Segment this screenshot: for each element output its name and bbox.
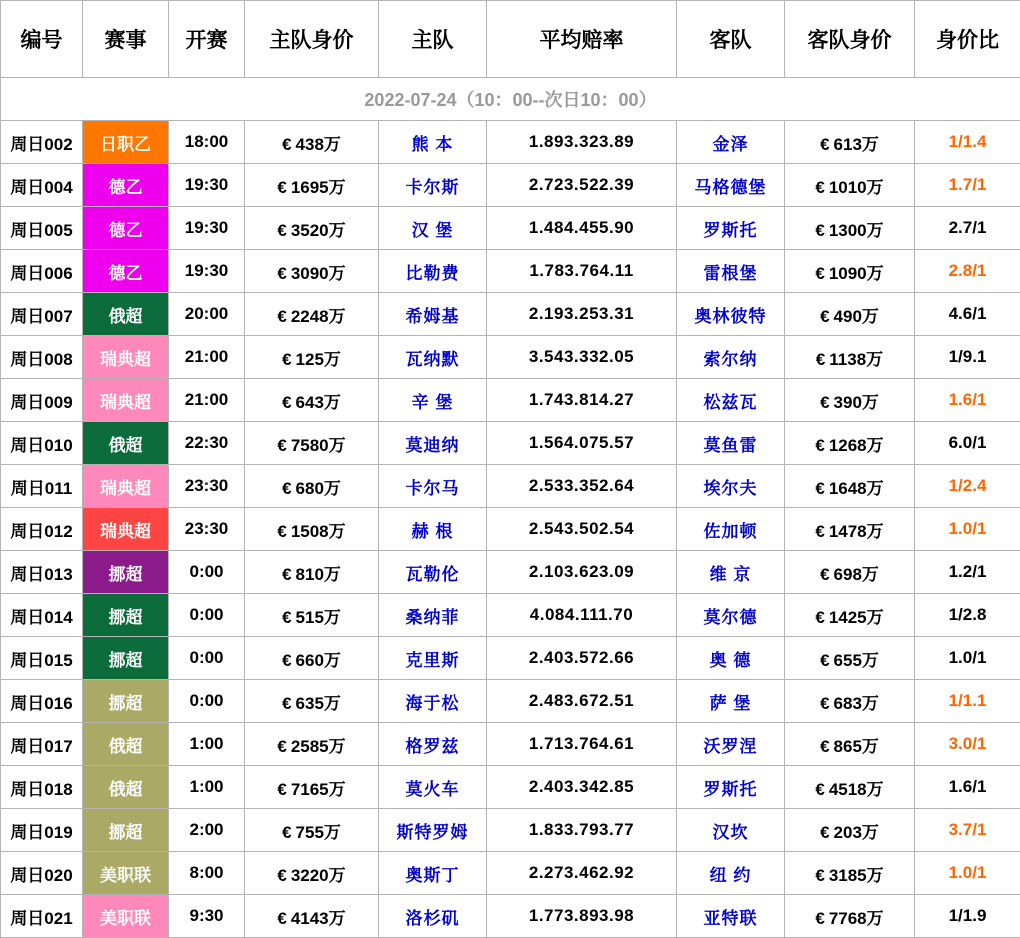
away-value-cell: € 655万 — [785, 637, 915, 680]
away-value-cell: € 613万 — [785, 121, 915, 164]
average-odds-cell: 1.773.893.98 — [487, 895, 677, 938]
value-ratio-cell: 1.0/1 — [915, 852, 1020, 895]
away-team-cell[interactable]: 莫尔德 — [677, 594, 785, 637]
away-value-cell: € 390万 — [785, 379, 915, 422]
away-team-cell[interactable]: 汉坎 — [677, 809, 785, 852]
league-badge-cell[interactable]: 瑞典超 — [83, 336, 169, 379]
average-odds-cell: 1.893.323.89 — [487, 121, 677, 164]
away-value-cell: € 7768万 — [785, 895, 915, 938]
home-team-cell[interactable]: 斯特罗姆 — [379, 809, 487, 852]
kickoff-time-cell: 0:00 — [169, 594, 245, 637]
away-value-cell: € 1268万 — [785, 422, 915, 465]
table-row[interactable] — [1, 508, 1020, 551]
home-team-cell[interactable]: 卡尔马 — [379, 465, 487, 508]
average-odds-cell: 2.403.572.66 — [487, 637, 677, 680]
away-value-cell: € 4518万 — [785, 766, 915, 809]
away-value-cell: € 698万 — [785, 551, 915, 594]
away-team-cell[interactable]: 奥 德 — [677, 637, 785, 680]
value-ratio-cell: 1.2/1 — [915, 551, 1020, 594]
average-odds-cell: 1.833.793.77 — [487, 809, 677, 852]
average-odds-cell: 2.533.352.64 — [487, 465, 677, 508]
column-header-league: 赛事 — [83, 1, 169, 78]
league-badge-cell[interactable]: 挪超 — [83, 551, 169, 594]
kickoff-time-cell: 1:00 — [169, 723, 245, 766]
home-value-cell: € 643万 — [245, 379, 379, 422]
home-value-cell: € 515万 — [245, 594, 379, 637]
home-team-cell[interactable]: 莫火车 — [379, 766, 487, 809]
average-odds-cell: 4.084.111.70 — [487, 594, 677, 637]
away-team-cell[interactable]: 亚特联 — [677, 895, 785, 938]
home-value-cell: € 2585万 — [245, 723, 379, 766]
kickoff-time-cell: 2:00 — [169, 809, 245, 852]
away-value-cell: € 490万 — [785, 293, 915, 336]
home-value-cell: € 7580万 — [245, 422, 379, 465]
average-odds-cell: 2.273.462.92 — [487, 852, 677, 895]
away-team-cell[interactable]: 维 京 — [677, 551, 785, 594]
away-value-cell: € 1478万 — [785, 508, 915, 551]
kickoff-time-cell: 8:00 — [169, 852, 245, 895]
league-badge-cell[interactable]: 日职乙 — [83, 121, 169, 164]
value-ratio-cell: 2.8/1 — [915, 250, 1020, 293]
value-ratio-cell: 6.0/1 — [915, 422, 1020, 465]
column-header-away-team: 客队 — [677, 1, 785, 78]
match-id-cell: 周日013 — [1, 551, 83, 594]
value-ratio-cell: 4.6/1 — [915, 293, 1020, 336]
value-ratio-cell: 1.6/1 — [915, 766, 1020, 809]
match-id-cell: 周日019 — [1, 809, 83, 852]
away-value-cell: € 865万 — [785, 723, 915, 766]
home-team-cell[interactable]: 比勒费 — [379, 250, 487, 293]
home-value-cell: € 4143万 — [245, 895, 379, 938]
table-row[interactable] — [1, 723, 1020, 766]
column-header-kickoff: 开赛 — [169, 1, 245, 78]
league-badge-cell[interactable]: 美职联 — [83, 895, 169, 938]
home-value-cell: € 3520万 — [245, 207, 379, 250]
match-id-cell: 周日015 — [1, 637, 83, 680]
column-header-away-value: 客队身价 — [785, 1, 915, 78]
home-team-cell[interactable]: 瓦纳默 — [379, 336, 487, 379]
kickoff-time-cell: 19:30 — [169, 164, 245, 207]
value-ratio-cell: 1/1.4 — [915, 121, 1020, 164]
table-row[interactable] — [1, 551, 1020, 594]
table-row[interactable] — [1, 465, 1020, 508]
value-ratio-cell: 1.0/1 — [915, 637, 1020, 680]
home-value-cell: € 1508万 — [245, 508, 379, 551]
away-value-cell: € 203万 — [785, 809, 915, 852]
match-id-cell: 周日005 — [1, 207, 83, 250]
table-row[interactable] — [1, 293, 1020, 336]
home-value-cell: € 810万 — [245, 551, 379, 594]
away-value-cell: € 1138万 — [785, 336, 915, 379]
home-team-cell[interactable]: 希姆基 — [379, 293, 487, 336]
value-ratio-cell: 2.7/1 — [915, 207, 1020, 250]
away-team-cell[interactable]: 萨 堡 — [677, 680, 785, 723]
away-team-cell[interactable]: 罗斯托 — [677, 766, 785, 809]
average-odds-cell: 1.564.075.57 — [487, 422, 677, 465]
away-value-cell: € 1425万 — [785, 594, 915, 637]
home-value-cell: € 438万 — [245, 121, 379, 164]
match-id-cell: 周日006 — [1, 250, 83, 293]
home-team-cell[interactable]: 熊 本 — [379, 121, 487, 164]
match-id-cell: 周日016 — [1, 680, 83, 723]
league-badge-cell[interactable]: 瑞典超 — [83, 379, 169, 422]
league-badge-cell[interactable]: 挪超 — [83, 809, 169, 852]
league-badge-cell[interactable]: 瑞典超 — [83, 465, 169, 508]
match-id-cell: 周日008 — [1, 336, 83, 379]
away-value-cell: € 3185万 — [785, 852, 915, 895]
average-odds-cell: 1.743.814.27 — [487, 379, 677, 422]
average-odds-cell: 2.193.253.31 — [487, 293, 677, 336]
table-row[interactable] — [1, 422, 1020, 465]
home-value-cell: € 1695万 — [245, 164, 379, 207]
home-value-cell: € 3090万 — [245, 250, 379, 293]
match-id-cell: 周日002 — [1, 121, 83, 164]
home-team-cell[interactable]: 卡尔斯 — [379, 164, 487, 207]
home-team-cell[interactable]: 奥斯丁 — [379, 852, 487, 895]
away-team-cell[interactable]: 佐加顿 — [677, 508, 785, 551]
table-row[interactable] — [1, 121, 1020, 164]
table-row[interactable] — [1, 680, 1020, 723]
league-badge-cell[interactable]: 德乙 — [83, 207, 169, 250]
away-team-cell[interactable]: 雷根堡 — [677, 250, 785, 293]
home-team-cell[interactable]: 格罗兹 — [379, 723, 487, 766]
match-id-cell: 周日009 — [1, 379, 83, 422]
average-odds-cell: 3.543.332.05 — [487, 336, 677, 379]
average-odds-cell: 2.103.623.09 — [487, 551, 677, 594]
league-badge-cell[interactable]: 德乙 — [83, 250, 169, 293]
date-label: 2022-07-24（10：00--次日10：00） — [1, 78, 1020, 121]
value-ratio-cell: 1.6/1 — [915, 379, 1020, 422]
column-header-id: 编号 — [1, 1, 83, 78]
away-value-cell: € 1648万 — [785, 465, 915, 508]
kickoff-time-cell: 22:30 — [169, 422, 245, 465]
average-odds-cell: 2.543.502.54 — [487, 508, 677, 551]
kickoff-time-cell: 18:00 — [169, 121, 245, 164]
away-team-cell[interactable]: 罗斯托 — [677, 207, 785, 250]
kickoff-time-cell: 21:00 — [169, 379, 245, 422]
average-odds-cell: 2.403.342.85 — [487, 766, 677, 809]
match-id-cell: 周日018 — [1, 766, 83, 809]
home-value-cell: € 2248万 — [245, 293, 379, 336]
table-row[interactable] — [1, 766, 1020, 809]
value-ratio-cell: 1/1.1 — [915, 680, 1020, 723]
kickoff-time-cell: 0:00 — [169, 680, 245, 723]
away-team-cell[interactable]: 埃尔夫 — [677, 465, 785, 508]
home-team-cell[interactable]: 洛杉矶 — [379, 895, 487, 938]
away-team-cell[interactable]: 纽 约 — [677, 852, 785, 895]
league-badge-cell[interactable]: 德乙 — [83, 164, 169, 207]
kickoff-time-cell: 19:30 — [169, 207, 245, 250]
away-team-cell[interactable]: 马格德堡 — [677, 164, 785, 207]
value-ratio-cell: 1/1.9 — [915, 895, 1020, 938]
home-value-cell: € 125万 — [245, 336, 379, 379]
table-row[interactable] — [1, 594, 1020, 637]
kickoff-time-cell: 9:30 — [169, 895, 245, 938]
average-odds-cell: 2.483.672.51 — [487, 680, 677, 723]
match-id-cell: 周日007 — [1, 293, 83, 336]
table-row[interactable] — [1, 164, 1020, 207]
table-row[interactable] — [1, 250, 1020, 293]
home-value-cell: € 7165万 — [245, 766, 379, 809]
table-row[interactable] — [1, 336, 1020, 379]
away-value-cell: € 683万 — [785, 680, 915, 723]
home-team-cell[interactable]: 汉 堡 — [379, 207, 487, 250]
kickoff-time-cell: 1:00 — [169, 766, 245, 809]
home-team-cell[interactable]: 海于松 — [379, 680, 487, 723]
date-separator-row — [1, 78, 1020, 121]
away-value-cell: € 1300万 — [785, 207, 915, 250]
value-ratio-cell: 1.0/1 — [915, 508, 1020, 551]
table-row[interactable] — [1, 207, 1020, 250]
average-odds-cell: 1.713.764.61 — [487, 723, 677, 766]
table-body — [1, 78, 1020, 938]
table-row[interactable] — [1, 809, 1020, 852]
value-ratio-cell: 1/9.1 — [915, 336, 1020, 379]
value-ratio-cell: 1/2.8 — [915, 594, 1020, 637]
league-badge-cell[interactable]: 挪超 — [83, 637, 169, 680]
home-team-cell[interactable]: 莫迪纳 — [379, 422, 487, 465]
match-id-cell: 周日011 — [1, 465, 83, 508]
header-row — [1, 1, 1020, 78]
away-value-cell: € 1090万 — [785, 250, 915, 293]
match-id-cell: 周日014 — [1, 594, 83, 637]
home-value-cell: € 635万 — [245, 680, 379, 723]
kickoff-time-cell: 23:30 — [169, 465, 245, 508]
average-odds-cell: 1.484.455.90 — [487, 207, 677, 250]
value-ratio-cell: 1.7/1 — [915, 164, 1020, 207]
league-badge-cell[interactable]: 俄超 — [83, 422, 169, 465]
table-header — [1, 1, 1020, 78]
home-value-cell: € 680万 — [245, 465, 379, 508]
away-value-cell: € 1010万 — [785, 164, 915, 207]
away-team-cell[interactable]: 松兹瓦 — [677, 379, 785, 422]
home-team-cell[interactable]: 桑纳菲 — [379, 594, 487, 637]
away-team-cell[interactable]: 索尔纳 — [677, 336, 785, 379]
kickoff-time-cell: 21:00 — [169, 336, 245, 379]
away-team-cell[interactable]: 莫鱼雷 — [677, 422, 785, 465]
match-id-cell: 周日021 — [1, 895, 83, 938]
home-value-cell: € 3220万 — [245, 852, 379, 895]
home-team-cell[interactable]: 瓦勒伦 — [379, 551, 487, 594]
match-id-cell: 周日010 — [1, 422, 83, 465]
kickoff-time-cell: 0:00 — [169, 551, 245, 594]
home-value-cell: € 755万 — [245, 809, 379, 852]
league-badge-cell[interactable]: 瑞典超 — [83, 508, 169, 551]
column-header-home-value: 主队身价 — [245, 1, 379, 78]
column-header-value-ratio: 身价比 — [915, 1, 1020, 78]
average-odds-cell: 2.723.522.39 — [487, 164, 677, 207]
league-badge-cell[interactable]: 美职联 — [83, 852, 169, 895]
average-odds-cell: 1.783.764.11 — [487, 250, 677, 293]
table-row[interactable] — [1, 895, 1020, 938]
league-badge-cell[interactable]: 俄超 — [83, 766, 169, 809]
home-team-cell[interactable]: 克里斯 — [379, 637, 487, 680]
match-id-cell: 周日017 — [1, 723, 83, 766]
match-id-cell: 周日004 — [1, 164, 83, 207]
home-value-cell: € 660万 — [245, 637, 379, 680]
league-badge-cell[interactable]: 挪超 — [83, 680, 169, 723]
table-row[interactable] — [1, 637, 1020, 680]
kickoff-time-cell: 23:30 — [169, 508, 245, 551]
away-team-cell[interactable]: 奥林彼特 — [677, 293, 785, 336]
value-ratio-cell: 1/2.4 — [915, 465, 1020, 508]
home-team-cell[interactable]: 辛 堡 — [379, 379, 487, 422]
column-header-home-team: 主队 — [379, 1, 487, 78]
league-badge-cell[interactable]: 俄超 — [83, 723, 169, 766]
kickoff-time-cell: 20:00 — [169, 293, 245, 336]
value-ratio-cell: 3.7/1 — [915, 809, 1020, 852]
column-header-average-odds: 平均赔率 — [487, 1, 677, 78]
value-ratio-cell: 3.0/1 — [915, 723, 1020, 766]
away-team-cell[interactable]: 金泽 — [677, 121, 785, 164]
kickoff-time-cell: 0:00 — [169, 637, 245, 680]
home-team-cell[interactable]: 赫 根 — [379, 508, 487, 551]
match-id-cell: 周日020 — [1, 852, 83, 895]
table-row[interactable] — [1, 379, 1020, 422]
table-row[interactable] — [1, 852, 1020, 895]
kickoff-time-cell: 19:30 — [169, 250, 245, 293]
league-badge-cell[interactable]: 挪超 — [83, 594, 169, 637]
away-team-cell[interactable]: 沃罗涅 — [677, 723, 785, 766]
league-badge-cell[interactable]: 俄超 — [83, 293, 169, 336]
match-id-cell: 周日012 — [1, 508, 83, 551]
